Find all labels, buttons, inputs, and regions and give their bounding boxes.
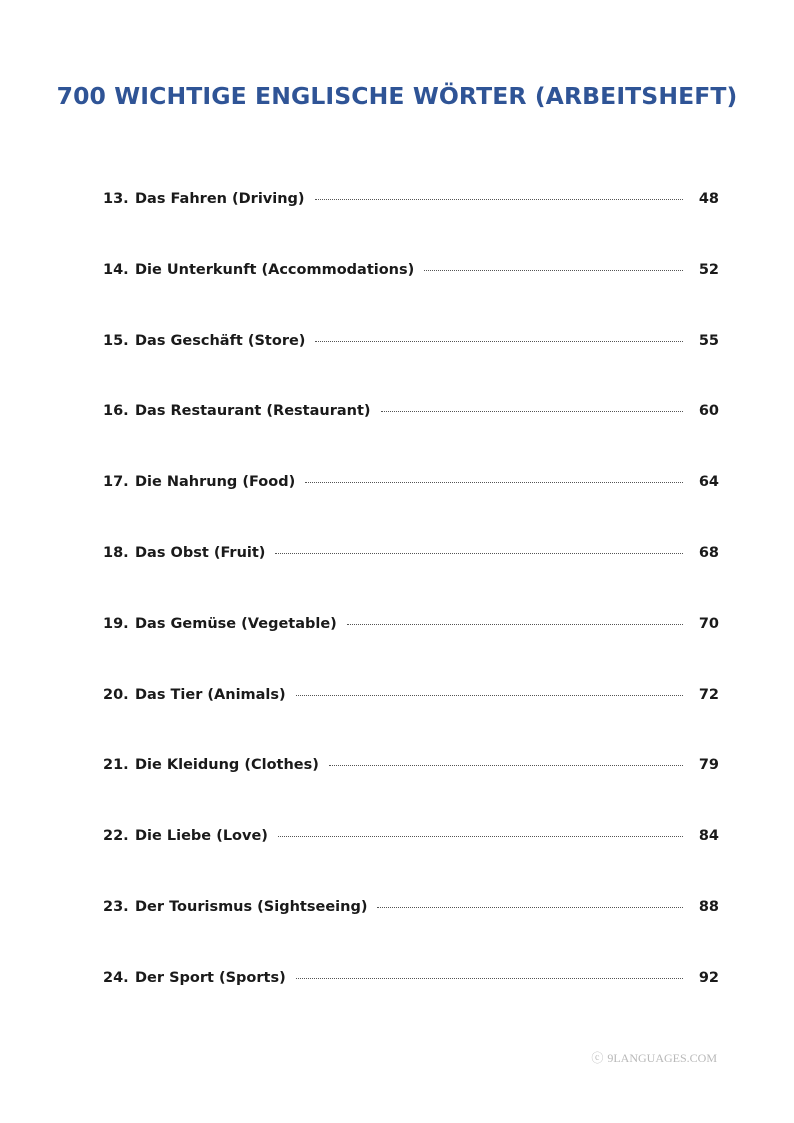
toc-entry[interactable] xyxy=(103,899,719,970)
table-of-contents xyxy=(103,191,719,1041)
copyright-icon: ⓒ xyxy=(591,1051,604,1065)
toc-entry-page: 79 xyxy=(698,757,719,774)
toc-entry-number: 23. xyxy=(103,898,129,915)
toc-entry-number: 24. xyxy=(103,969,129,986)
toc-entry-page: 48 xyxy=(698,191,719,207)
toc-entry[interactable] xyxy=(103,545,719,616)
toc-entry-number: 17. xyxy=(103,474,129,491)
toc-entry-label: Der Tourismus (Sightseeing) xyxy=(135,898,368,915)
toc-entry-label: Das Fahren (Driving) xyxy=(135,191,305,207)
toc-dot-leader xyxy=(305,482,683,483)
toc-entry[interactable] xyxy=(103,474,719,545)
toc-entry-label: Der Sport (Sports) xyxy=(135,969,286,986)
toc-entry-number: 22. xyxy=(103,828,129,845)
toc-entry-number: 19. xyxy=(103,615,129,632)
toc-entry-page: 88 xyxy=(698,898,719,915)
toc-dot-leader xyxy=(275,553,682,554)
toc-entry-number: 21. xyxy=(103,757,129,774)
toc-dot-leader xyxy=(278,836,683,837)
toc-entry-page: 84 xyxy=(698,828,719,845)
toc-entry-number: 16. xyxy=(103,403,129,420)
toc-dot-leader xyxy=(381,411,683,412)
toc-entry-page: 52 xyxy=(698,261,719,278)
toc-entry[interactable] xyxy=(103,191,719,262)
document-title: 700 WICHTIGE ENGLISCHE WÖRTER (ARBEITSHEFT) xyxy=(56,82,738,110)
toc-entry[interactable] xyxy=(103,970,719,1041)
toc-entry-label: Die Liebe (Love) xyxy=(135,828,268,845)
toc-dot-leader xyxy=(296,978,683,979)
toc-entry-label: Das Tier (Animals) xyxy=(135,686,286,703)
toc-entry[interactable] xyxy=(103,262,719,333)
toc-entry-label: Die Nahrung (Food) xyxy=(135,474,296,491)
toc-entry-page: 68 xyxy=(698,544,719,561)
toc-entry-label: Die Kleidung (Clothes) xyxy=(135,757,319,774)
toc-dot-leader xyxy=(329,765,683,766)
toc-dot-leader xyxy=(347,624,683,625)
toc-entry-number: 20. xyxy=(103,686,129,703)
toc-entry[interactable] xyxy=(103,403,719,474)
toc-entry[interactable] xyxy=(103,828,719,899)
toc-entry-label: Die Unterkunft (Accommodations) xyxy=(135,261,415,278)
toc-entry[interactable] xyxy=(103,757,719,828)
toc-entry-page: 72 xyxy=(698,686,719,703)
toc-entry-number: 14. xyxy=(103,261,129,278)
toc-entry-label: Das Obst (Fruit) xyxy=(135,544,266,561)
toc-entry[interactable] xyxy=(103,616,719,687)
toc-entry-number: 13. xyxy=(103,191,129,207)
watermark-text: 9LANGUAGES.COM xyxy=(607,1051,717,1065)
toc-entry-label: Das Geschäft (Store) xyxy=(135,332,306,349)
toc-entry-number: 15. xyxy=(103,332,129,349)
toc-entry[interactable] xyxy=(103,687,719,758)
toc-entry-label: Das Restaurant (Restaurant) xyxy=(135,403,371,420)
toc-entry[interactable] xyxy=(103,333,719,404)
toc-entry-label: Das Gemüse (Vegetable) xyxy=(135,615,337,632)
toc-dot-leader xyxy=(315,341,682,342)
toc-entry-page: 70 xyxy=(698,615,719,632)
toc-dot-leader xyxy=(377,907,682,908)
toc-dot-leader xyxy=(424,270,683,271)
toc-entry-page: 60 xyxy=(698,403,719,420)
toc-dot-leader xyxy=(315,199,683,200)
toc-entry-page: 64 xyxy=(698,474,719,491)
toc-dot-leader xyxy=(296,695,683,696)
watermark xyxy=(591,1049,717,1066)
toc-entry-number: 18. xyxy=(103,544,129,561)
toc-entry-page: 55 xyxy=(698,332,719,349)
toc-entry-page: 92 xyxy=(698,969,719,986)
